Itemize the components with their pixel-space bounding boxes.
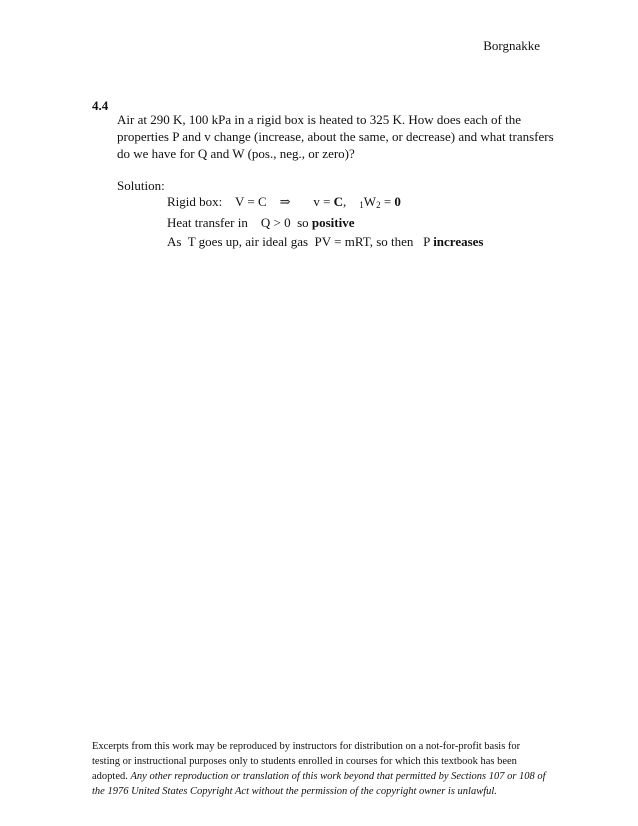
solution-line-pressure	[167, 234, 484, 250]
problem-statement: Air at 290 K, 100 kPa in a rigid box is heated to 325 K. How does each of the properties P and v change (increase, about the same, or decrease) and what transfers do we have for Q and W (pos., neg., or zero)?	[117, 112, 554, 161]
solution-line-rigid-box	[167, 194, 401, 210]
footer-italic-text: Any other reproduction or translation of this work beyond that permitted by Sections 107 or 108 of the 1976 United States Copyright Act without the permission of the copyright owner is unlawful.	[92, 771, 546, 797]
header-author: Borgnakke	[483, 38, 540, 53]
solution-line-heat-transfer	[167, 215, 355, 231]
work-subscript-1: 1	[359, 200, 364, 210]
rigid-box-text: Rigid box: V = C ⇒ v =	[167, 194, 334, 209]
work-symbol: W	[363, 194, 377, 209]
solution-heading: Solution:	[117, 178, 165, 193]
copyright-footer	[92, 739, 547, 799]
heat-transfer-text: Heat transfer in Q > 0 so	[167, 215, 312, 230]
work-subscript-2: 2	[376, 200, 381, 210]
pressure-text: As T goes up, air ideal gas PV = mRT, so then P	[167, 234, 434, 249]
pressure-result: increases	[433, 234, 484, 249]
separator-comma: ,	[343, 194, 360, 209]
v-constant-value: C	[333, 194, 344, 209]
problem-number: 4.4	[92, 98, 109, 113]
equals-sign: =	[380, 194, 395, 209]
work-value: 0	[394, 194, 401, 209]
heat-transfer-result: positive	[311, 215, 355, 230]
footer-normal-text: Excerpts from this work may be reproduced by instructors for distribution on a not-for-profit basis for testing or instructional purposes only to students enrolled in courses for which this textbook has been adopted.	[92, 741, 521, 782]
